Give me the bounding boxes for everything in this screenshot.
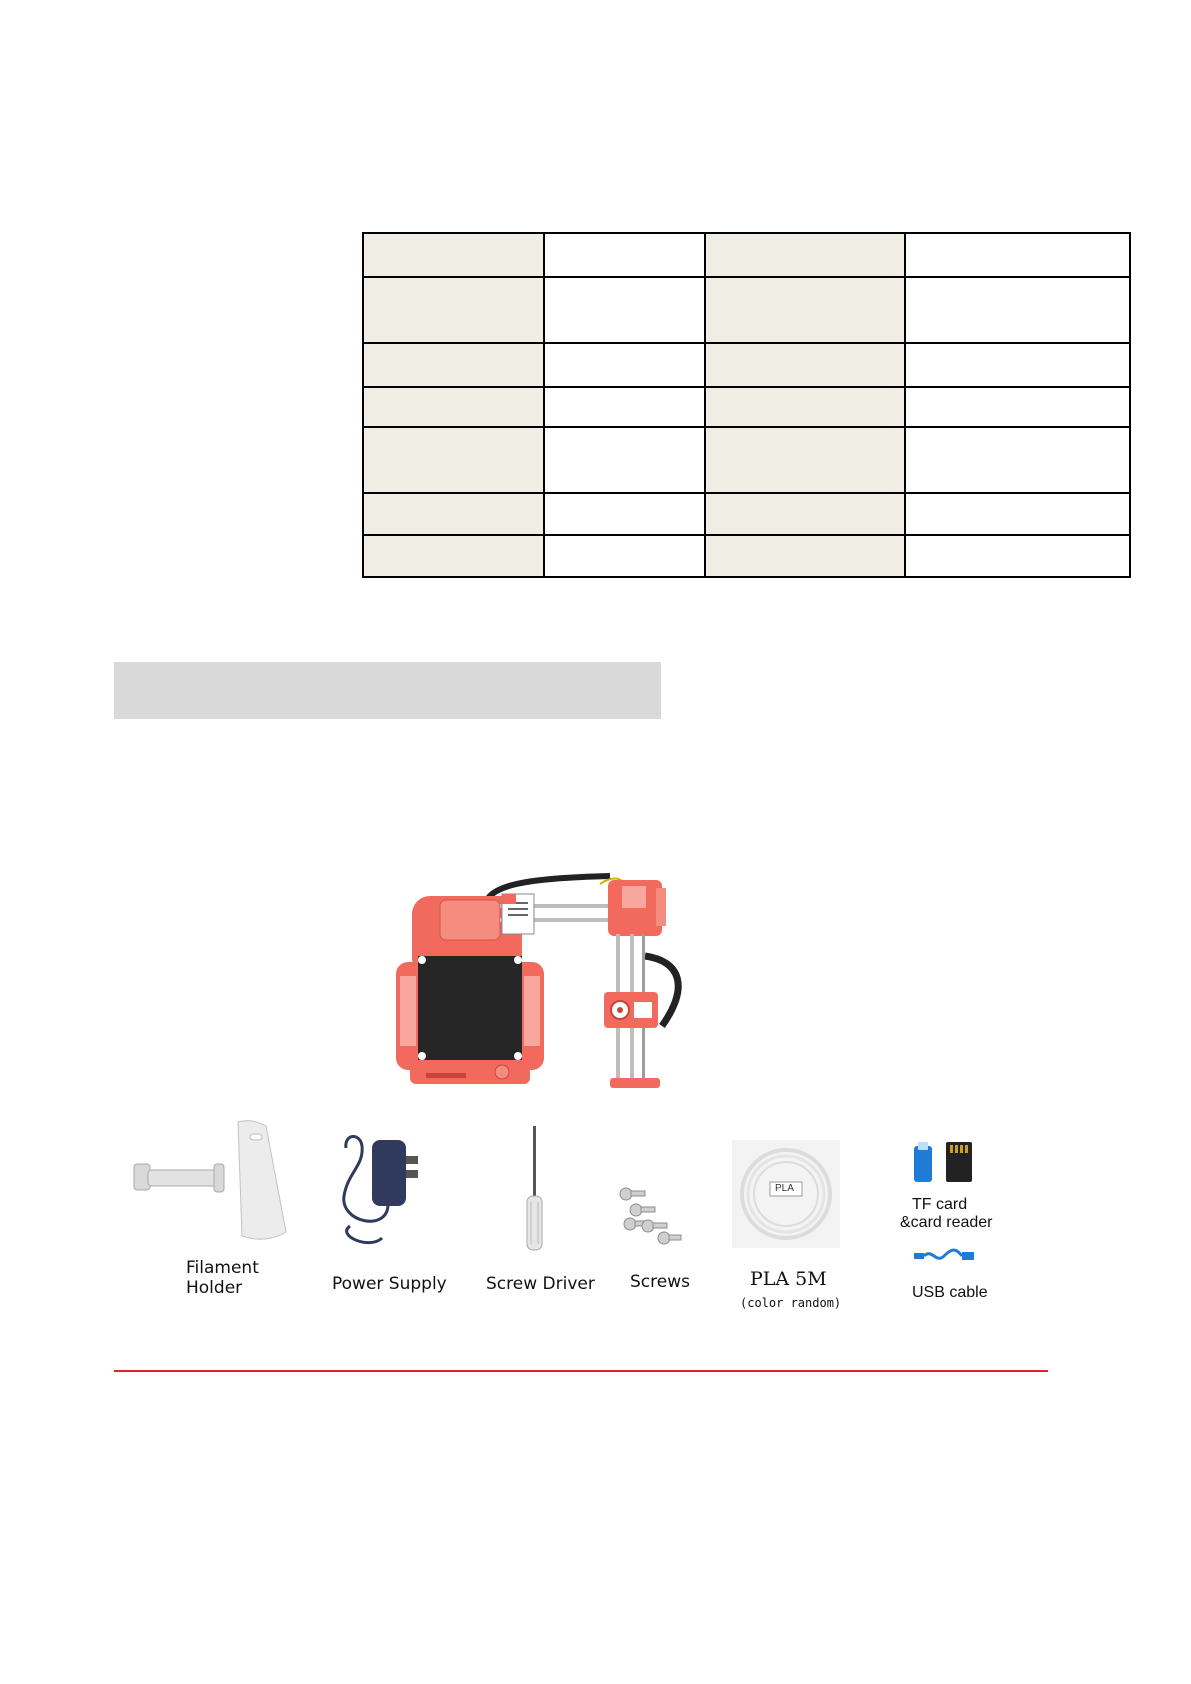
- spec-value-cell: [544, 535, 705, 577]
- pla-tag-label: PLA: [775, 1183, 794, 1194]
- screwdriver-icon: [520, 1126, 550, 1254]
- spec-label-cell: [705, 427, 905, 493]
- table-row: [363, 343, 1130, 387]
- spec-value-cell: [544, 233, 705, 277]
- spec-label-cell: [363, 535, 544, 577]
- section-heading-band: [114, 662, 661, 719]
- table-row: [363, 277, 1130, 343]
- screw-driver-label: Screw Driver: [486, 1274, 595, 1294]
- spec-label-cell: [363, 493, 544, 535]
- spec-value-cell: [544, 387, 705, 427]
- spec-label-cell: [363, 387, 544, 427]
- screws-label: Screws: [630, 1272, 690, 1292]
- pla-label: PLA 5M: [750, 1268, 827, 1290]
- spec-value-cell: [544, 343, 705, 387]
- filament-holder-image: [126, 1120, 296, 1250]
- filament-holder-label-line2: Holder: [186, 1278, 243, 1298]
- tf-card-label-line2: &card reader: [900, 1214, 993, 1231]
- screws-image: [614, 1176, 684, 1250]
- pla-color-note: (color random): [740, 1296, 842, 1310]
- spec-label-cell: [363, 427, 544, 493]
- spec-value-cell: [544, 277, 705, 343]
- table-row: [363, 535, 1130, 577]
- spec-value-cell: [905, 427, 1130, 493]
- filament-holder-icon: [126, 1120, 296, 1250]
- usb-cable-image: [912, 1246, 978, 1266]
- filament-coil-icon: [732, 1140, 840, 1248]
- tf-card-image: [910, 1140, 976, 1186]
- printer-illustration: [390, 866, 710, 1101]
- spec-label-cell: [705, 535, 905, 577]
- filament-holder-label-line1: Filament: [186, 1258, 259, 1278]
- spec-value-cell: [905, 233, 1130, 277]
- spec-label-cell: [363, 343, 544, 387]
- power-supply-image: [330, 1126, 450, 1256]
- spec-value-cell: [544, 493, 705, 535]
- spec-label-cell: [705, 493, 905, 535]
- spec-table: [362, 232, 1131, 578]
- usb-cable-label: USB cable: [912, 1284, 988, 1301]
- sd-card-icon: [910, 1140, 976, 1186]
- spec-label-cell: [705, 233, 905, 277]
- spec-label-cell: [363, 233, 544, 277]
- spec-value-cell: [905, 387, 1130, 427]
- usb-cable-icon: [912, 1246, 978, 1266]
- power-supply-label: Power Supply: [332, 1274, 447, 1294]
- table-row: [363, 387, 1130, 427]
- screws-icon: [614, 1176, 684, 1250]
- spec-label-cell: [705, 387, 905, 427]
- spec-value-cell: [544, 427, 705, 493]
- spec-label-cell: [363, 277, 544, 343]
- spec-value-cell: [905, 277, 1130, 343]
- power-adapter-icon: [330, 1126, 450, 1256]
- pla-filament-image: [732, 1140, 840, 1248]
- table-row: [363, 493, 1130, 535]
- spec-value-cell: [905, 493, 1130, 535]
- spec-label-cell: [705, 343, 905, 387]
- tf-card-label-line1: TF card: [912, 1196, 968, 1213]
- spec-value-cell: [905, 343, 1130, 387]
- table-row: [363, 233, 1130, 277]
- footer-divider: [114, 1370, 1048, 1372]
- table-row: [363, 427, 1130, 493]
- spec-label-cell: [705, 277, 905, 343]
- screw-driver-image: [520, 1126, 550, 1254]
- spec-value-cell: [905, 535, 1130, 577]
